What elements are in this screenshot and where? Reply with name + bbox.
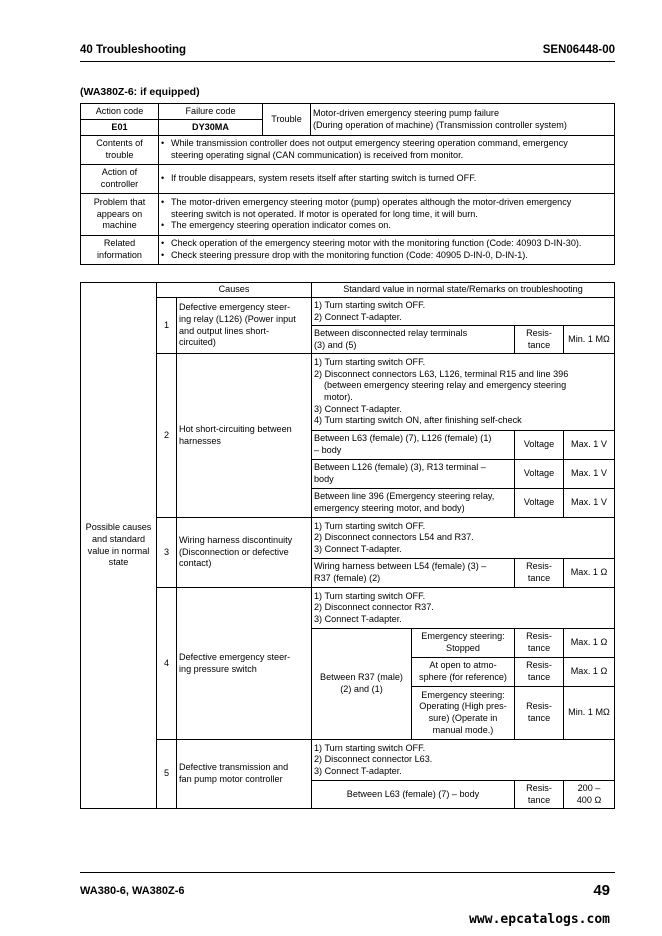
procedure-steps: 1) Turn starting switch OFF. 2) Disconnect connector L63. 3) Connect T-adapter. <box>312 740 615 781</box>
cause-number: 3 <box>157 518 177 588</box>
section-title: 40 Troubleshooting <box>80 44 187 56</box>
measurement-point: Wiring harness between L54 (female) (3) – R37 (female) (2) <box>312 559 515 588</box>
measurement-type: Voltage <box>515 431 564 460</box>
action-code-value: E01 <box>81 120 159 136</box>
failure-code-value: DY30MA <box>159 120 263 136</box>
watermark: www.epcatalogs.com <box>469 912 610 927</box>
cause-number: 4 <box>157 588 177 740</box>
action-of-controller-text: • If trouble disappears, system resets itself after starting switch is turned OFF. <box>159 165 615 194</box>
causes-table <box>80 282 615 809</box>
measurement-condition: Emergency steering: Stopped <box>412 629 515 658</box>
standard-value: Max. 1 V <box>564 460 615 489</box>
footer-model: WA380-6, WA380Z-6 <box>80 885 185 897</box>
measurement-point: Between line 396 (Emergency steering relay, emergency steering motor, and body) <box>312 489 515 518</box>
causes-column-header: Causes <box>157 283 312 298</box>
measurement-condition: Emergency steering: Operating (High pres- sure) (Operate in manual mode.) <box>412 687 515 740</box>
cause-description: Defective emergency steer- ing relay (L126) (Power input and output lines short- circuited) <box>177 298 312 354</box>
standard-value: Max. 1 V <box>564 489 615 518</box>
procedure-steps: 1) Turn starting switch OFF. 2) Disconnect connectors L54 and R37. 3) Connect T-adapter. <box>312 518 615 559</box>
procedure-steps: 1) Turn starting switch OFF. 2) Disconnect connectors L63, L126, terminal R15 and line 396 (between emergency steering relay and emergency steering motor). 3) Connect T-adapter. 4) Turn starting switch ON, after finishing self-check <box>312 354 615 431</box>
footer-rule <box>80 872 615 873</box>
contents-of-trouble-label: Contents of trouble <box>81 136 159 165</box>
cause-description: Defective transmission and fan pump motor controller <box>177 740 312 809</box>
page-number: 49 <box>593 882 610 899</box>
trouble-header: Trouble <box>263 104 311 136</box>
action-of-controller-label: Action of controller <box>81 165 159 194</box>
measurement-type: Resis- tance <box>515 658 564 687</box>
standard-value: Min. 1 MΩ <box>564 687 615 740</box>
standard-value: Max. 1 Ω <box>564 629 615 658</box>
measurement-condition: At open to atmo- sphere (for reference) <box>412 658 515 687</box>
action-code-header: Action code <box>81 104 159 120</box>
cause-number: 5 <box>157 740 177 809</box>
problem-on-machine-label: Problem that appears on machine <box>81 194 159 236</box>
measurement-point: Between L126 (female) (3), R13 terminal – body <box>312 460 515 489</box>
cause-number: 1 <box>157 298 177 354</box>
cause-description: Wiring harness discontinuity (Disconnection or defective contact) <box>177 518 312 588</box>
contents-of-trouble-text: • While transmission controller does not output emergency steering operation command, emergency steering operating signal (CAN communication) is received from monitor. <box>159 136 615 165</box>
problem-on-machine-text: • The motor-driven emergency steering motor (pump) operates although the motor-driven emergency steering switch is not operated. If motor is operated for long time, it will burn. • The emergency steering operation indicator comes on. <box>159 194 615 236</box>
cause-description: Hot short-circuiting between harnesses <box>177 354 312 518</box>
measurement-point: Between disconnected relay terminals (3) and (5) <box>312 326 515 354</box>
standard-value: Max. 1 Ω <box>564 658 615 687</box>
measurement-type: Resis- tance <box>515 326 564 354</box>
related-information-text: • Check operation of the emergency steering motor with the monitoring function (Code: 40903 D-IN-30). • Check steering pressure drop with the monitoring function (Code: 40905 D-IN-0, D-IN-1). <box>159 236 615 265</box>
trouble-description: Motor-driven emergency steering pump failure (During operation of machine) (Transmission controller system) <box>311 104 615 136</box>
measurement-type: Resis- tance <box>515 559 564 588</box>
measurement-type: Voltage <box>515 489 564 518</box>
measurement-point: Between L63 (female) (7) – body <box>312 781 515 809</box>
measurement-point: Between R37 (male) (2) and (1) <box>312 629 412 740</box>
measurement-type: Resis- tance <box>515 687 564 740</box>
standard-value: Min. 1 MΩ <box>564 326 615 354</box>
measurement-type: Resis- tance <box>515 781 564 809</box>
header-rule <box>80 61 615 62</box>
measurement-point: Between L63 (female) (7), L126 (female) (1) – body <box>312 431 515 460</box>
possible-causes-label: Possible causes and standard value in normal state <box>81 283 157 809</box>
measurement-type: Voltage <box>515 460 564 489</box>
standard-value: 200 – 400 Ω <box>564 781 615 809</box>
page-header <box>80 44 615 60</box>
standard-value-column-header: Standard value in normal state/Remarks on troubleshooting <box>312 283 615 298</box>
failure-summary-table <box>80 103 615 265</box>
model-note: (WA380Z-6: if equipped) <box>80 86 200 98</box>
cause-description: Defective emergency steer- ing pressure switch <box>177 588 312 740</box>
failure-code-header: Failure code <box>159 104 263 120</box>
measurement-type: Resis- tance <box>515 629 564 658</box>
standard-value: Max. 1 Ω <box>564 559 615 588</box>
procedure-steps: 1) Turn starting switch OFF. 2) Disconnect connector R37. 3) Connect T-adapter. <box>312 588 615 629</box>
standard-value: Max. 1 V <box>564 431 615 460</box>
procedure-steps: 1) Turn starting switch OFF. 2) Connect T-adapter. <box>312 298 615 326</box>
related-information-label: Related information <box>81 236 159 265</box>
cause-number: 2 <box>157 354 177 518</box>
document-number: SEN06448-00 <box>542 44 615 56</box>
